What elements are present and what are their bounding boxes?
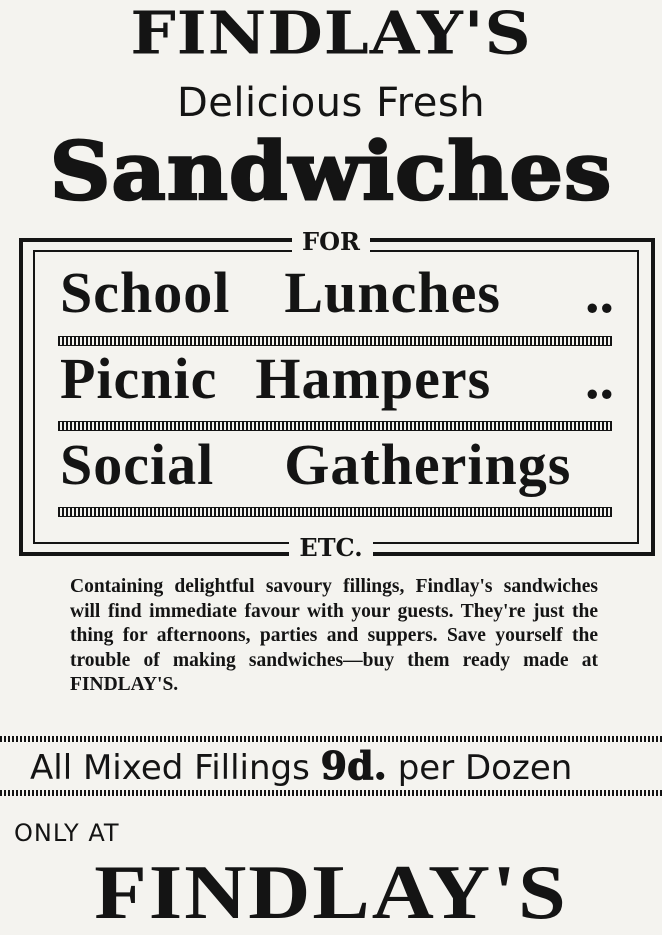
use-word-right: Hampers (255, 346, 492, 411)
use-word-right: Lunches (284, 260, 501, 325)
tagline: Delicious Fresh (176, 80, 486, 126)
only-at-label: ONLY AT (14, 819, 120, 847)
use-line-school-lunches (60, 262, 501, 324)
use-dots-1: .. (585, 260, 614, 325)
use-word-left: Social (60, 432, 215, 497)
use-word-left: School (60, 260, 231, 325)
use-line-picnic-hampers (60, 348, 491, 410)
price-suffix: per Dozen (397, 748, 573, 788)
dotted-rule (58, 421, 612, 431)
use-dots-2: .. (585, 346, 614, 411)
use-line-social-gatherings (60, 434, 571, 496)
headline: Sandwiches (49, 124, 613, 218)
price-amount: 9d. (320, 743, 387, 788)
frame-label-for (0, 229, 662, 255)
use-word-left: Picnic (60, 346, 218, 411)
brand-name-bottom: FINDLAY'S (94, 848, 568, 935)
price-prefix: All Mixed Fillings (30, 748, 310, 788)
price-rule-bottom (0, 790, 662, 796)
frame-label-etc-text: ETC. (289, 533, 372, 562)
use-word-right: Gatherings (284, 432, 572, 497)
dotted-rule (58, 507, 612, 517)
brand-name-top: FINDLAY'S (130, 0, 532, 69)
price-rule-top (0, 736, 662, 742)
body-copy: Containing delightful savoury fillings, Findlay's sandwiches will find immediate favour with your guests. They're just the thing for afternoons, parties and suppers. Save yourself the trouble of making sandwiches—buy them ready made at FINDLAY'S. (70, 576, 598, 695)
dotted-rule (58, 336, 612, 346)
price-line (30, 744, 572, 790)
frame-label-etc (0, 535, 662, 561)
frame-label-for-text: FOR (292, 227, 370, 256)
